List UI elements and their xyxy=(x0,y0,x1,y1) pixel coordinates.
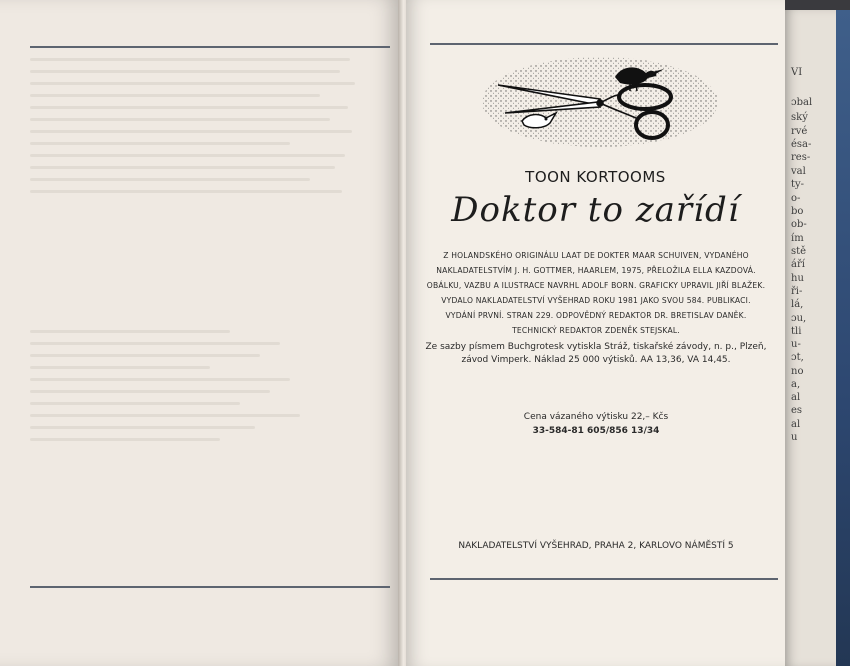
underlying-text-fragment: res- xyxy=(791,152,811,163)
underlying-text-fragment: lá, xyxy=(791,299,804,310)
underlying-text-fragment: stě xyxy=(791,246,807,257)
typesetting-note xyxy=(425,341,767,367)
blue-cover-edge xyxy=(836,10,850,666)
imprint-line: OBÁLKU, VAZBU A ILUSTRACE NAVRHL ADOLF BORN. GRAFICKY UPRAVIL JIŘÍ BLAŽEK. xyxy=(426,281,766,290)
underlying-text-fragment: ɔt, xyxy=(791,352,804,363)
imprint-line: NAKLADATELSTVÍM J. H. GOTTMER, HAARLEM, 1975, PŘELOŽILA ELLA KAZDOVÁ. xyxy=(436,266,756,275)
right-page-top-rule xyxy=(430,43,778,45)
left-page-show-through xyxy=(30,58,360,202)
left-page-bottom-rule xyxy=(30,586,390,588)
imprint-line: Z HOLANDSKÉHO ORIGINÁLU LAAT DE DOKTER MAAR SCHUIVEN, VYDANÉHO xyxy=(443,251,749,260)
underlying-text-fragment: áří xyxy=(791,259,805,270)
underlying-text-fragment: hu xyxy=(791,273,804,284)
underlying-text-fragment: tli xyxy=(791,326,802,337)
underlying-text-fragment: es xyxy=(791,405,803,416)
underlying-text-fragment: ský xyxy=(791,112,808,123)
underlying-text-fragment: ři- xyxy=(791,286,803,297)
underlying-text-fragment: ty- xyxy=(791,179,805,190)
underlying-text-fragment: bo xyxy=(791,206,804,217)
underlying-text-fragment: u xyxy=(791,432,798,443)
underlying-text-fragment: a, xyxy=(791,379,801,390)
left-page xyxy=(0,0,401,666)
underlying-text-fragment: ɔu, xyxy=(791,313,807,324)
imprint-line: VYDALO NAKLADATELSTVÍ VYŠEHRAD ROKU 1981 JAKO SVOU 584. PUBLIKACI. xyxy=(441,296,751,305)
underlying-text-fragment: VI xyxy=(791,67,803,78)
underlying-text-fragment: al xyxy=(791,392,801,403)
underlying-page xyxy=(785,10,850,666)
left-page-show-through-lower xyxy=(30,330,360,450)
author-name: TOON KORTOOMS xyxy=(525,168,666,186)
right-page-bottom-rule xyxy=(430,578,778,580)
underlying-text-fragment: ésa- xyxy=(791,139,812,150)
underlying-text-fragment: ím xyxy=(791,233,804,244)
price-line: Cena vázaného výtisku 22,– Kčs xyxy=(523,412,669,422)
imprint-block xyxy=(425,248,767,338)
typeset-line: Ze sazby písmem Buchgrotesk vytiskla Stráž, tiskařské závody, n. p., Plzeň, xyxy=(425,342,767,352)
price-block xyxy=(425,410,767,438)
left-page-top-rule xyxy=(30,46,390,48)
scissors-and-birds-illustration xyxy=(480,55,720,150)
underlying-text-fragment: al xyxy=(791,419,801,430)
underlying-text-fragment: u- xyxy=(791,339,801,350)
underlying-text-fragment: no xyxy=(791,366,804,377)
underlying-text-fragment: rvé xyxy=(791,126,808,137)
underlying-text-fragment: o- xyxy=(791,193,801,204)
catalog-codes: 33-584-81 605/856 13/34 xyxy=(532,426,660,436)
underlying-text-fragment: ɔbal xyxy=(791,97,813,108)
book-title: Doktor to zařídí xyxy=(451,190,740,230)
typeset-line: závod Vimperk. Náklad 25 000 výtisků. AA 13,36, VA 14,45. xyxy=(461,355,731,365)
underlying-text-fragment: ob- xyxy=(791,219,807,230)
underlying-text-fragment: val xyxy=(791,166,806,177)
imprint-line: VYDÁNÍ PRVNÍ. STRAN 229. ODPOVĚDNÝ REDAKTOR DR. BRETISLAV DANĚK. xyxy=(445,311,747,320)
publisher-address: NAKLADATELSTVÍ VYŠEHRAD, PRAHA 2, KARLOVO NÁMĚSTÍ 5 xyxy=(458,541,734,551)
imprint-line: TECHNICKÝ REDAKTOR ZDENĚK STEJSKAL. xyxy=(512,326,680,335)
